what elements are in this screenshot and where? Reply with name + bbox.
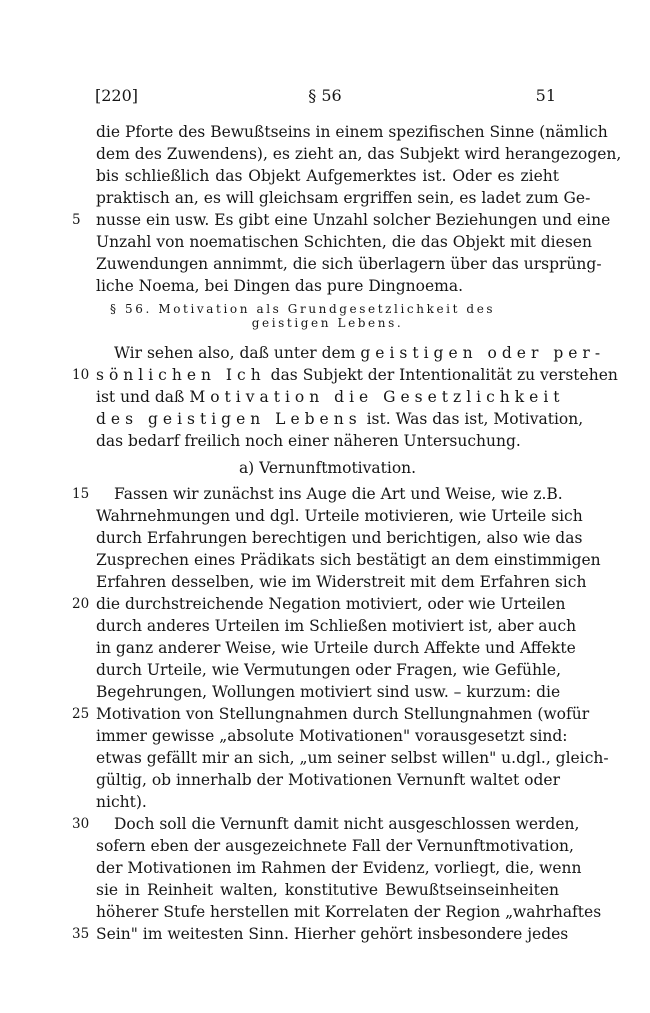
text-line: Erfahren desselben, wie im Widerstreit mit dem Erfahren sich <box>96 573 587 591</box>
text-run: das Subjekt der Intentionalität zu verstehen <box>265 366 618 384</box>
text-line: praktisch an, es will gleichsam ergriffen sein, es ladet zum Ge- <box>96 189 591 207</box>
text-line: sie in Reinheit walten, konstitutive Bewußtseinseinheiten <box>96 881 559 899</box>
line-number: 10 <box>72 367 90 383</box>
text-line: sofern eben der ausgezeichnete Fall der Vernunftmotivation, <box>96 837 574 855</box>
line-number: 5 <box>72 212 81 228</box>
text-line: nicht). <box>96 793 147 811</box>
section-heading-line: geistigen Lebens. <box>251 316 404 330</box>
text-line: der Motivationen im Rahmen der Evidenz, vorliegt, die, wenn <box>96 859 582 877</box>
text-line: durch anderes Urteilen im Schließen motiviert ist, aber auch <box>96 617 577 635</box>
text-line: Zuwendungen annimmt, die sich überlagern über das ursprüng- <box>96 255 602 273</box>
line-number: 25 <box>72 706 90 722</box>
text-line: Begehrungen, Wollungen motiviert sind usw. – kurzum: die <box>96 683 561 701</box>
text-line <box>96 364 618 386</box>
text-line: Motivation von Stellungnahmen durch Stellungnahmen (wofür <box>96 705 590 723</box>
section-marker: § 56 <box>308 86 342 105</box>
text-line: immer gewisse „absolute Motivationen" vorausgesetzt sind: <box>96 727 568 745</box>
text-line <box>96 408 584 430</box>
text-line: Sein" im weitesten Sinn. Hierher gehört insbesondere jedes <box>96 925 569 943</box>
text-line: Unzahl von noematischen Schichten, die das Objekt mit diesen <box>96 233 592 251</box>
page-bracket-number: [220] <box>95 86 139 105</box>
text-line: Wahrnehmungen und dgl. Urteile motivieren, wie Urteile sich <box>96 507 583 525</box>
line-number: 20 <box>72 596 90 612</box>
text-line: bis schließlich das Objekt Aufgemerktes ist. Oder es zieht <box>96 167 559 185</box>
text-line: höherer Stufe herstellen mit Korrelaten der Region „wahrhaftes <box>96 903 602 921</box>
emphasis-text: geistigen oder per- <box>360 344 606 362</box>
text-line: durch Erfahrungen berechtigen und berichtigen, also wie das <box>96 529 583 547</box>
text-line: Zusprechen eines Prädikats sich bestätigt an dem einstimmigen <box>96 551 601 569</box>
text-line: Doch soll die Vernunft damit nicht ausgeschlossen werden, <box>114 815 580 833</box>
text-line: durch Urteile, wie Vermutungen oder Fragen, wie Gefühle, <box>96 661 562 679</box>
text-line: die Pforte des Bewußtseins in einem spezifischen Sinne (nämlich <box>96 123 608 141</box>
text-line: die durchstreichende Negation motiviert, oder wie Urteilen <box>96 595 566 613</box>
text-line: das bedarf freilich noch einer näheren Untersuchung. <box>96 432 521 450</box>
emphasis-text: sönlichen Ich <box>96 366 266 384</box>
text-run: Wir sehen also, daß unter dem <box>114 344 361 362</box>
text-line <box>96 342 606 364</box>
line-number: 15 <box>72 486 90 502</box>
line-number: 35 <box>72 926 90 942</box>
text-line: gültig, ob innerhalb der Motivationen Vernunft waltet oder <box>96 771 560 789</box>
emphasis-text: des geistigen Lebens <box>96 410 362 428</box>
text-line: in ganz anderer Weise, wie Urteile durch Affekte und Affekte <box>96 639 576 657</box>
text-line: Fassen wir zunächst ins Auge die Art und Weise, wie z.B. <box>114 485 563 503</box>
text-line: liche Noema, bei Dingen das pure Dingnoema. <box>96 277 463 295</box>
text-line: dem des Zuwendens), es zieht an, das Subjekt wird herangezogen, <box>96 145 622 163</box>
text-line: etwas gefällt mir an sich, „um seiner selbst willen" u.dgl., gleich- <box>96 749 609 767</box>
emphasis-text: Motivation die Gesetzlichkeit <box>189 388 565 406</box>
text-run: ist. Was das ist, Motivation, <box>361 410 584 428</box>
text-run: ist und daß <box>96 388 190 406</box>
subsection-heading: a) Vernunftmotivation. <box>238 459 417 477</box>
text-line <box>96 386 565 408</box>
line-number: 30 <box>72 816 90 832</box>
page-number: 51 <box>535 86 556 105</box>
section-heading-line: § 56. Motivation als Grundgesetzlichkeit des <box>110 302 496 316</box>
text-line: nusse ein usw. Es gibt eine Unzahl solcher Beziehungen und eine <box>96 211 611 229</box>
